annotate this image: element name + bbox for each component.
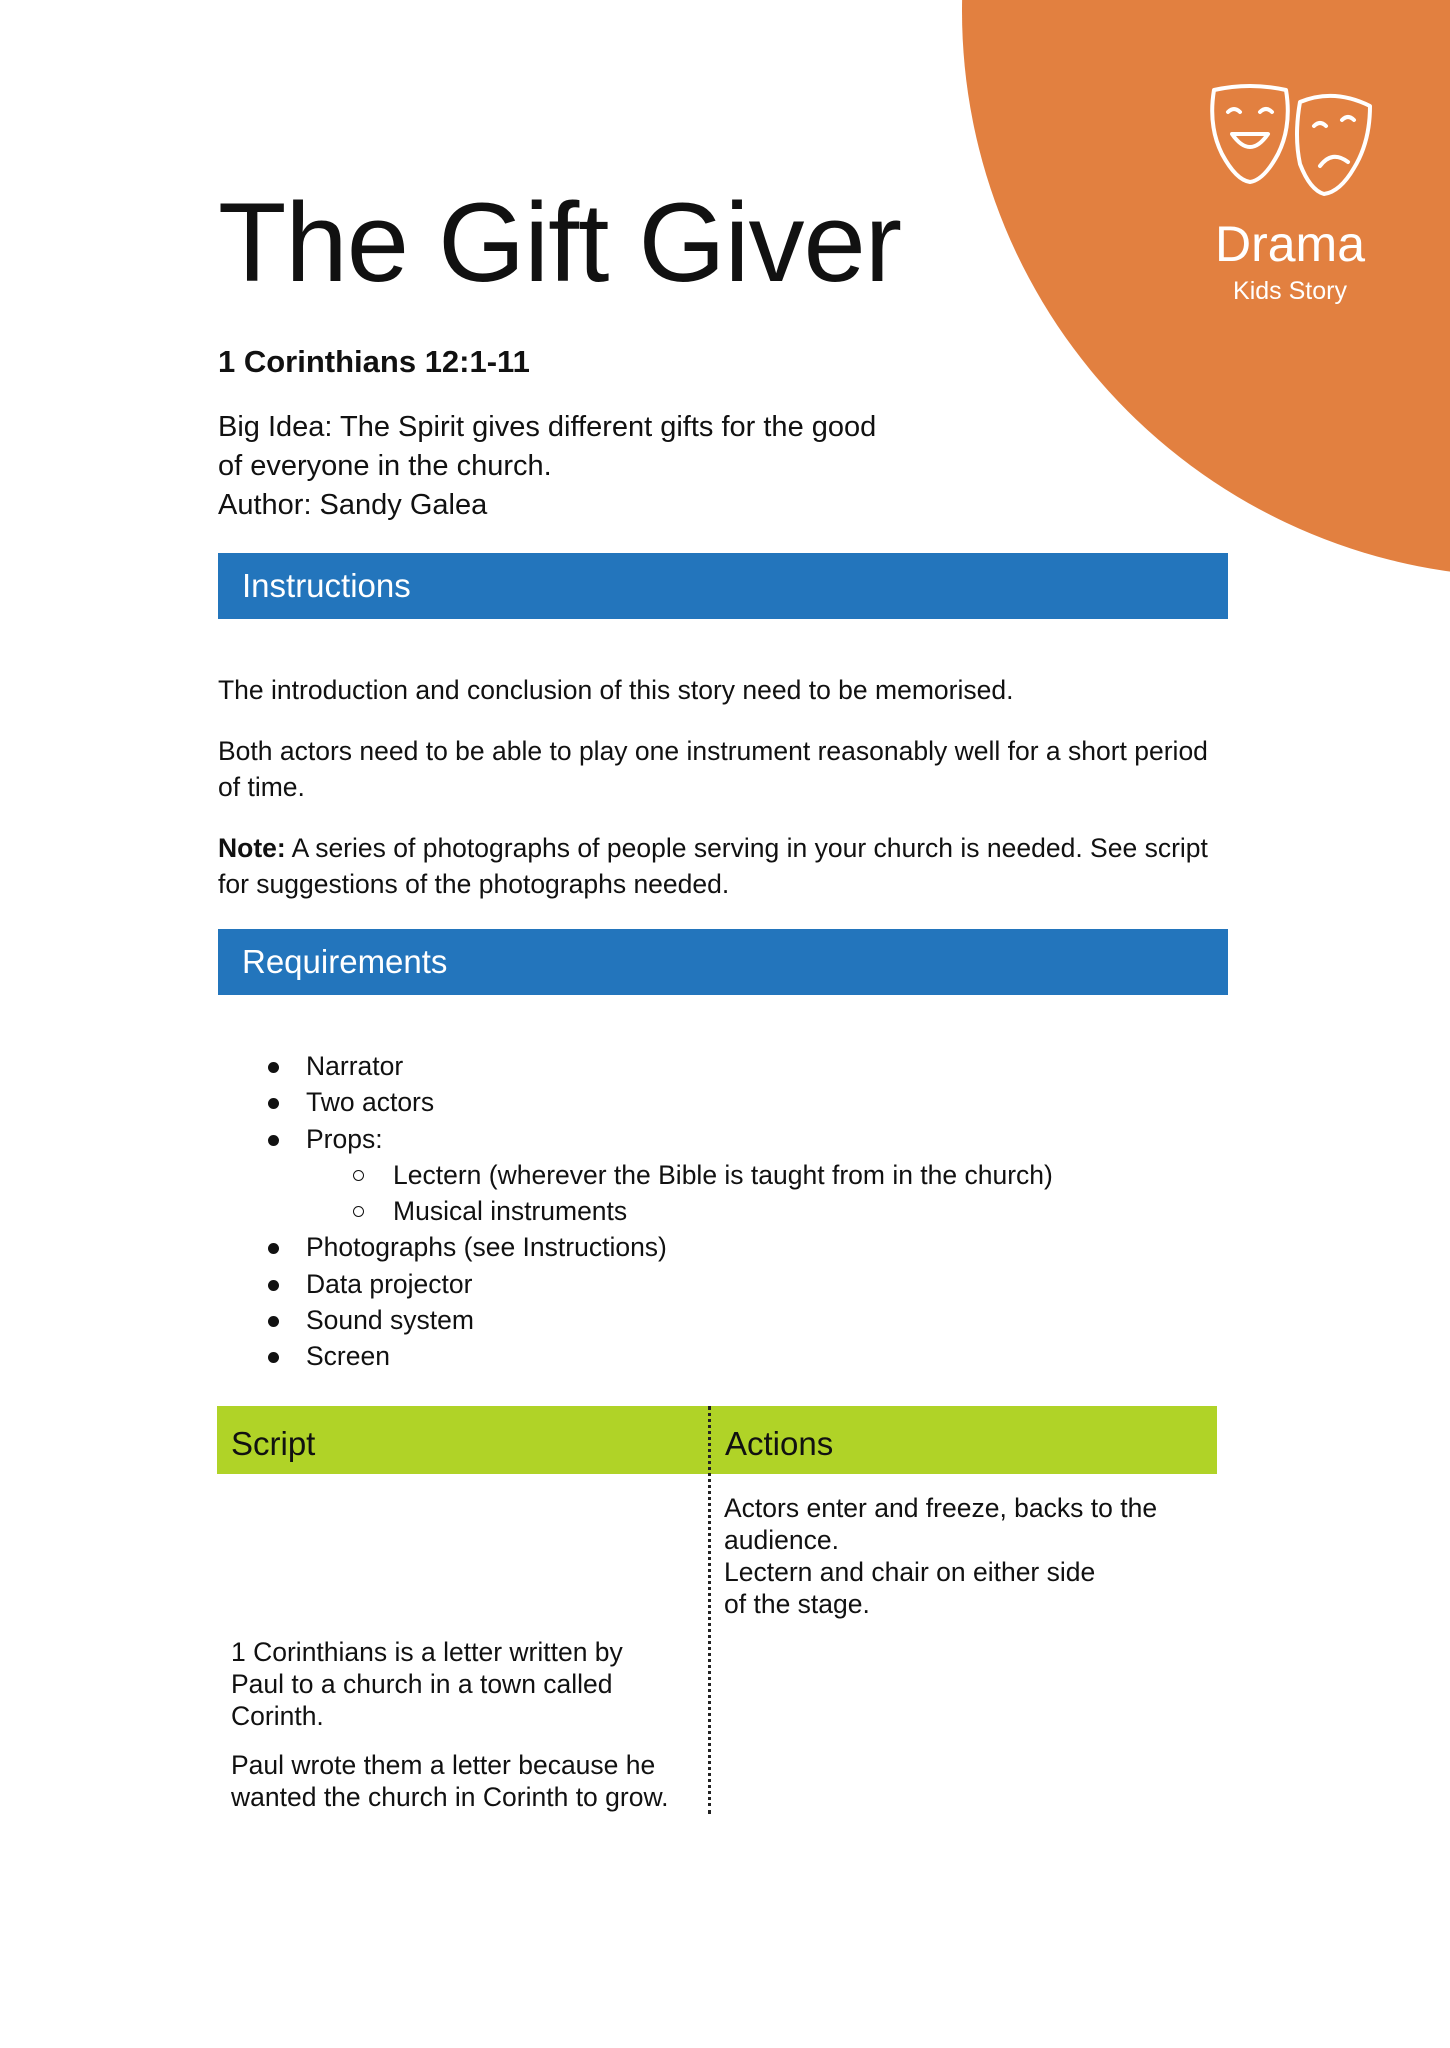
list-item: Sound system [218,1302,1053,1338]
script-line: Corinth. [231,1701,324,1731]
script-column-header: Script [231,1425,316,1462]
list-subitem: Lectern (wherever the Bible is taught from in the church) [218,1157,1053,1193]
list-item: Data projector [218,1266,1053,1302]
script-line: wanted the church in Corinth to grow. [231,1782,669,1812]
theatre-masks-icon [1202,80,1378,204]
author-line: Author: Sandy Galea [218,489,488,521]
list-item: Screen [218,1338,1053,1374]
big-idea-line: of everyone in the church. [218,450,552,482]
note-text: A series of photographs of people serving in your church is needed. See script for suggestions of the photographs needed. [218,833,1208,899]
actions-line: of the stage. [724,1589,870,1619]
requirements-heading: Requirements [218,929,1228,995]
script-cell-paragraph [231,1636,623,1732]
big-idea-line: Big Idea: The Spirit gives different gifts for the good [218,411,877,443]
column-divider [708,1406,711,1814]
requirements-list [218,1048,1053,1375]
list-subitem: Musical instruments [218,1193,1053,1229]
actions-line: audience. [724,1525,839,1555]
drama-badge [1180,80,1400,306]
script-line: 1 Corinthians is a letter written by [231,1637,623,1667]
big-idea-block [218,408,978,525]
instructions-heading: Instructions [218,553,1228,619]
list-item: Photographs (see Instructions) [218,1229,1053,1265]
note-label: Note: [218,833,286,863]
actions-cell [724,1492,1157,1620]
badge-subtitle: Kids Story [1233,277,1347,305]
actions-column-header: Actions [725,1425,834,1462]
script-cell-paragraph [231,1749,669,1813]
script-line: Paul wrote them a letter because he [231,1750,656,1780]
list-item: Two actors [218,1084,1053,1120]
page-title: The Gift Giver [218,180,902,305]
script-table-header [217,1406,1217,1474]
scripture-reference: 1 Corinthians 12:1-11 [218,344,530,379]
instructions-paragraph: Both actors need to be able to play one instrument reasonably well for a short period of time. [218,736,1208,802]
list-item: Narrator [218,1048,1053,1084]
instructions-note [218,830,1218,902]
actions-line: Lectern and chair on either side [724,1557,1096,1587]
script-line: Paul to a church in a town called [231,1669,613,1699]
instructions-paragraph: The introduction and conclusion of this story need to be memorised. [218,675,1014,705]
actions-line: Actors enter and freeze, backs to the [724,1493,1158,1523]
list-item: Props: [218,1121,1053,1157]
badge-title: Drama [1214,216,1366,272]
